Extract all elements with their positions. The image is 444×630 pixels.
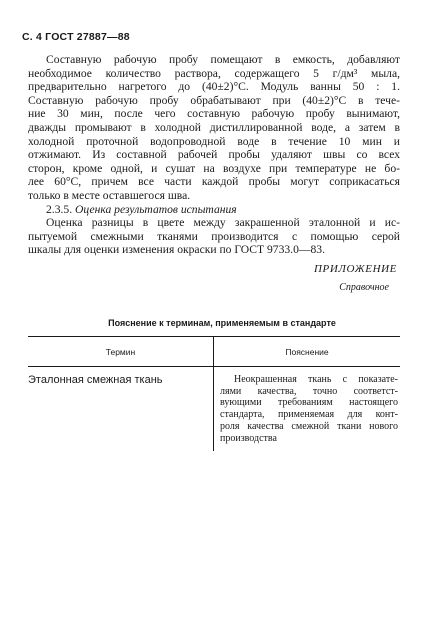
appendix-subtitle: Справочное: [339, 282, 389, 293]
column-header-term: Термин: [105, 347, 136, 357]
section-heading: [28, 203, 400, 217]
explanation-line: вующими требованиям настоящего: [220, 397, 398, 409]
paragraph-line: шкалы для оценки изменения окраски по ГОСТ 9733.0—83.: [28, 243, 325, 257]
body-text: [28, 53, 400, 257]
paragraph-line: пытуемой смежными тканями производится с помощью серой: [28, 229, 400, 243]
column-header-explanation: Пояснение: [285, 347, 329, 357]
explanation-line: стандарта, применяемая для конт-: [220, 409, 398, 421]
paragraph-line: необходимое количество раствора, содержащего 5 г/дм³ мыла,: [28, 66, 400, 80]
appendix-title: ПРИЛОЖЕНИЕ: [314, 263, 397, 275]
paragraph-line: Оценка разницы в цвете между закрашенной эталонной и ис-: [46, 216, 400, 230]
paragraph-line: сторон, кроме одной, и сушат на воздухе при температуре не бо-: [28, 161, 400, 175]
table-cell-explanation: [220, 374, 398, 444]
explanation-line: Неокрашенная ткань с показате-: [234, 374, 398, 385]
paragraph-line: предварительно нагретого до (40±2)°С. Модуль ванны 50 : 1.: [28, 80, 400, 94]
section-number: 2.3.5.: [46, 202, 73, 216]
paragraph-line: отжимают. Из составной рабочей пробы удаляют швы со всех: [28, 148, 400, 162]
page-header: С. 4 ГОСТ 27887—88: [22, 31, 130, 43]
explanation-line: роля качества смежной ткани нового: [220, 420, 398, 432]
explanation-line: лями качества, точно соответст-: [220, 385, 398, 397]
paragraph-line: ние 30 мин, после чего составную рабочую пробу вынимают,: [28, 107, 400, 121]
table-top-rule: [28, 336, 400, 337]
table-header-rule: [28, 366, 400, 367]
paragraph-line: Составную рабочую пробу обрабатывают при (40±2)°С в тече-: [28, 93, 400, 107]
paragraph-line: дважды промывают в холодной дистиллированной воде, а затем в: [28, 120, 400, 134]
section-title: Оценка результатов испытания: [75, 202, 237, 216]
explanation-line: производства: [220, 432, 277, 444]
paragraph-line: холодной проточной водопроводной воде в течение 10 мин и: [28, 134, 400, 148]
terms-table: [28, 336, 400, 451]
paragraph-line: лее 60°С, причем все части каждой пробы могут соприкасаться: [28, 175, 400, 189]
paragraph-line: Составную рабочую пробу помещают в емкость, добавляют: [46, 53, 400, 66]
table-title: Пояснение к терминам, применяемым в стандарте: [108, 318, 336, 328]
table-cell-term: Эталонная смежная ткань: [28, 374, 163, 386]
paragraph-line: только в месте оставшегося шва.: [28, 188, 191, 202]
